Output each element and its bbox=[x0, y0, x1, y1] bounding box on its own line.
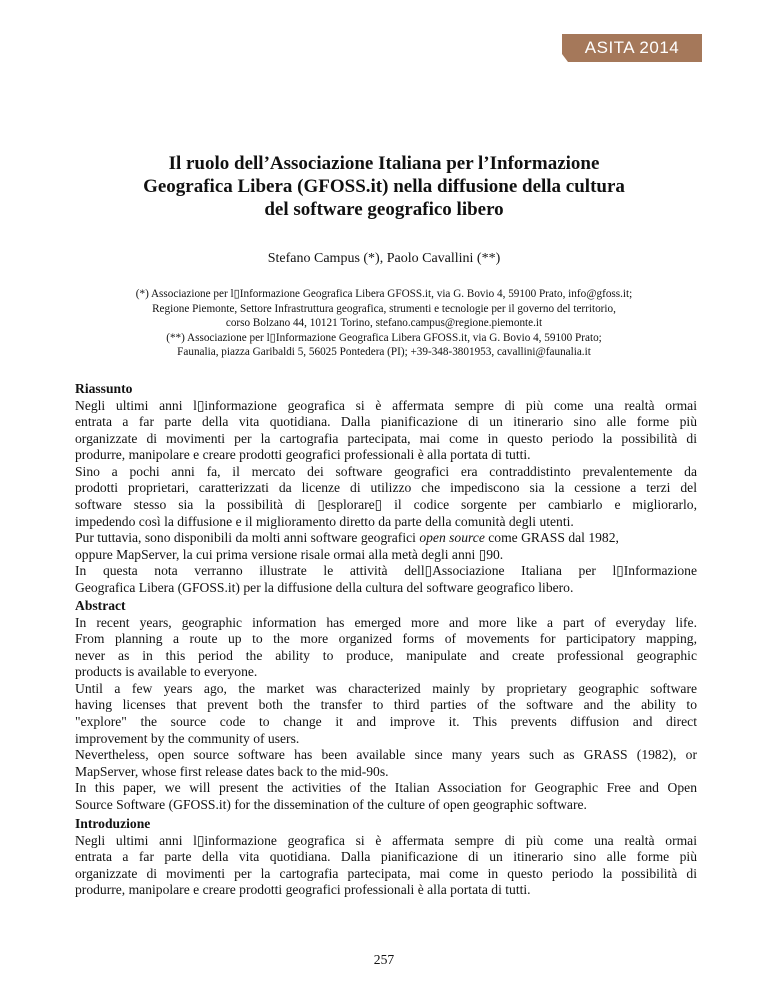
affiliation-line: Regione Piemonte, Settore Infrastruttura geografica, strumenti e tecnologie per il governo del territorio, bbox=[152, 302, 616, 315]
section-abstract bbox=[75, 598, 697, 814]
title-line: del software geografico libero bbox=[264, 199, 504, 220]
section-heading: Abstract bbox=[75, 598, 126, 613]
affiliations bbox=[60, 287, 708, 360]
text-line: Geografica Libera (GFOSS.it) per la diffusione della cultura del software geografico libero. bbox=[75, 580, 574, 596]
text-line: organizzate di movimenti per la cartografia partecipata, mai come in questo periodo la possibilità di bbox=[75, 865, 697, 881]
text-line: Source Software (GFOSS.it) for the dissemination of the culture of open geographic software. bbox=[75, 797, 587, 813]
affiliation-line: corso Bolzano 44, 10121 Torino, stefano.campus@regione.piemonte.it bbox=[225, 317, 543, 330]
text-line: Negli ultimi anni l▯informazione geografica si è affermata sempre di più come una realtà ormai bbox=[75, 397, 697, 413]
text-line: In this paper, we will present the activities of the Italian Association for Geographic Free and Open bbox=[75, 780, 697, 796]
conference-badge bbox=[562, 34, 702, 62]
text-line: "explore" the source code to change it and improve it. This prevents diffusion and direct bbox=[75, 714, 697, 730]
title-line: Il ruolo dell’Associazione Italiana per l’Informazione bbox=[168, 153, 600, 174]
authors: Stefano Campus (*), Paolo Cavallini (**) bbox=[267, 251, 501, 266]
text-line: produrre, manipolare e creare prodotti geografici professionali è alla portata di tutti. bbox=[75, 447, 531, 463]
text-line: produrre, manipolare e creare prodotti geografici professionali è alla portata di tutti. bbox=[75, 882, 531, 898]
text-line: Sino a pochi anni fa, il mercato dei software geografici era contraddistinto prevalentemente da bbox=[75, 463, 697, 479]
title-line: Geografica Libera (GFOSS.it) nella diffusione della cultura bbox=[143, 176, 625, 197]
text-line: Negli ultimi anni l▯informazione geografica si è affermata sempre di più come una realtà ormai bbox=[75, 832, 697, 848]
text-line: having licenses that prevent both the transfer to third parties of the software and the ability to bbox=[75, 697, 697, 713]
text-line: never as in this period the ability to produce, manipulate and create professional geographic bbox=[75, 647, 697, 663]
text-line: impedendo così la diffusione e il miglioramento diretto da parte della comunità degli utenti. bbox=[75, 513, 574, 529]
text-line: prodotti proprietari, caratterizzati da licenze di utilizzo che impediscono sia la cessione a terzi del bbox=[75, 480, 697, 496]
text-line: MapServer, whose first release dates back to the mid-90s. bbox=[75, 763, 389, 779]
text-line: improvement by the community of users. bbox=[75, 730, 300, 746]
affiliation-line: (*) Associazione per l▯Informazione Geografica Libera GFOSS.it, via G. Bovio 4, 59100 Prato, info@gfoss.it; bbox=[135, 288, 633, 300]
text-line: organizzate di movimenti per la cartografia partecipata, mai come in questo periodo la possibilità di bbox=[75, 430, 697, 446]
text-line: In recent years, geographic information has emerged more and more like a part of everyday life. bbox=[75, 614, 697, 630]
page-number: 257 bbox=[373, 952, 395, 967]
text-line: In questa nota verranno illustrate le attività dell▯Associazione Italiana per l▯Informazione bbox=[75, 563, 697, 579]
text-line: From planning a route up to the more organized forms of movements for participatory mapping, bbox=[75, 631, 697, 647]
text-line: products is available to everyone. bbox=[75, 664, 258, 680]
text-line: Until a few years ago, the market was characterized mainly by proprietary geographic software bbox=[75, 680, 697, 696]
section-heading: Riassunto bbox=[75, 381, 133, 396]
emphasis-open-source: open source bbox=[419, 530, 485, 546]
affiliation-line: (**) Associazione per l▯Informazione Geografica Libera GFOSS.it, via G. Bovio 4, 59100 Prato; bbox=[166, 331, 602, 344]
text-line: software stesso sia la possibilità di ▯esplorare▯ il codice sorgente per cambiarlo e migliorarlo, bbox=[75, 497, 697, 513]
text-line: oppure MapServer, la cui prima versione risale ormai alla metà degli anni ▯90. bbox=[75, 546, 504, 562]
text-line: entrata a far parte della vita quotidiana. Dalla pianificazione di un itinerario sino alle forme più bbox=[75, 849, 697, 865]
section-riassunto bbox=[75, 381, 697, 597]
text-line: entrata a far parte della vita quotidiana. Dalla pianificazione di un itinerario sino alle forme più bbox=[75, 414, 697, 430]
affiliation-line: Faunalia, piazza Garibaldi 5, 56025 Pontedera (PI); +39-348-3801953, cavallini@faunalia.it bbox=[177, 346, 591, 359]
badge-label: ASITA 2014 bbox=[584, 38, 680, 57]
text-line: Nevertheless, open source software has been available since many years such as GRASS (1982), or bbox=[75, 747, 697, 763]
text-line-open-source: Pur tuttavia, sono disponibili da molti anni software geografici open source come GRASS dal 1982, bbox=[75, 530, 619, 546]
section-heading: Introduzione bbox=[75, 816, 151, 831]
paper-title bbox=[80, 152, 688, 221]
section-introduzione bbox=[75, 816, 697, 899]
